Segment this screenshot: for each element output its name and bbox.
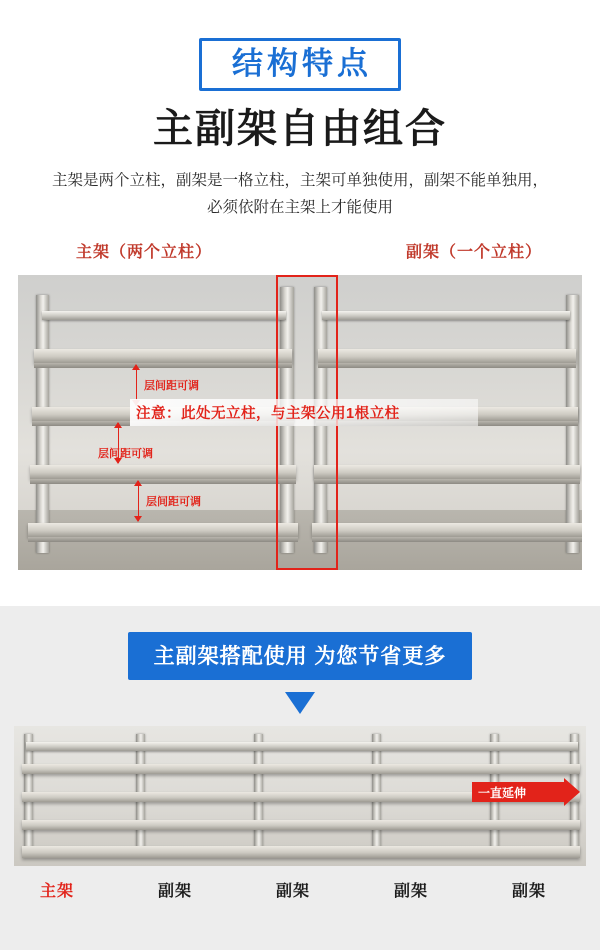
bottom-label-5: 副架 [512, 883, 547, 900]
subtitle-line-2: 必须依附在主架上才能使用 [206, 199, 393, 217]
sub-rack-shelf-1-edge [318, 363, 576, 368]
bottom-label-2: 副架 [158, 883, 193, 900]
section-badge: 结构特点 [199, 38, 401, 91]
bottom-label-4: 副架 [394, 883, 429, 900]
sub-rack-shelf-4-edge [312, 537, 582, 542]
spacing-measure-1-label: 层间距可调 [144, 380, 199, 393]
main-rack-shelf-4-edge [28, 537, 298, 542]
bottom-panel [0, 606, 600, 950]
sub-rack-shelf-4 [312, 523, 582, 537]
bottom-label-1: 主架 [40, 883, 75, 900]
extend-arrow [472, 778, 580, 806]
combination-banner: 主副架搭配使用 为您节省更多 [128, 632, 472, 680]
spacing-measure-2-label: 层间距可调 [98, 448, 153, 461]
subtitle-line-1: 主架是两个立柱，副架是一格立柱，主架可单独使用，副架不能单独用， [51, 172, 548, 189]
main-rack-shelf-3-edge [30, 479, 296, 484]
extend-arrow-bar [472, 782, 564, 802]
sub-rack-shelf-3-edge [314, 479, 580, 484]
header [0, 0, 600, 221]
sub-rack-shelf-3 [314, 465, 580, 479]
main-rack-top-beam [42, 311, 286, 320]
label-main-rack: 主架（两个立柱） [76, 244, 213, 262]
combined-rack-shelf-4 [22, 846, 580, 858]
page-title: 主副架自由组合 [153, 107, 447, 151]
spacing-measure-3-label: 层间距可调 [146, 496, 201, 509]
rack-diagram-top [18, 275, 582, 570]
sub-rack-top-beam [322, 311, 570, 320]
bottom-rack-labels [0, 878, 600, 904]
main-rack-shelf-3 [30, 465, 296, 479]
rack-diagram-bottom [14, 726, 586, 866]
arrow-down-icon [285, 692, 315, 714]
subtitle [0, 167, 600, 221]
bottom-label-3: 副架 [276, 883, 311, 900]
sub-rack-shelf-1 [318, 349, 576, 363]
spacing-measure-3 [138, 481, 139, 521]
main-rack-shelf-4 [28, 523, 298, 537]
main-rack-shelf-1 [34, 349, 292, 363]
main-rack-shelf-1-edge [34, 363, 292, 368]
label-sub-rack: 副架（一个立柱） [405, 244, 542, 262]
combined-rack-top-beam [26, 742, 578, 751]
shared-post-note: 注意：此处无立柱，与主架公用1根立柱 [130, 399, 478, 426]
combined-rack-shelf-1 [22, 764, 580, 774]
diagram-labels [0, 239, 600, 265]
extend-arrow-label: 一直延伸 [478, 785, 527, 800]
extend-arrow-head [564, 778, 580, 806]
combined-rack-shelf-3 [22, 820, 580, 830]
